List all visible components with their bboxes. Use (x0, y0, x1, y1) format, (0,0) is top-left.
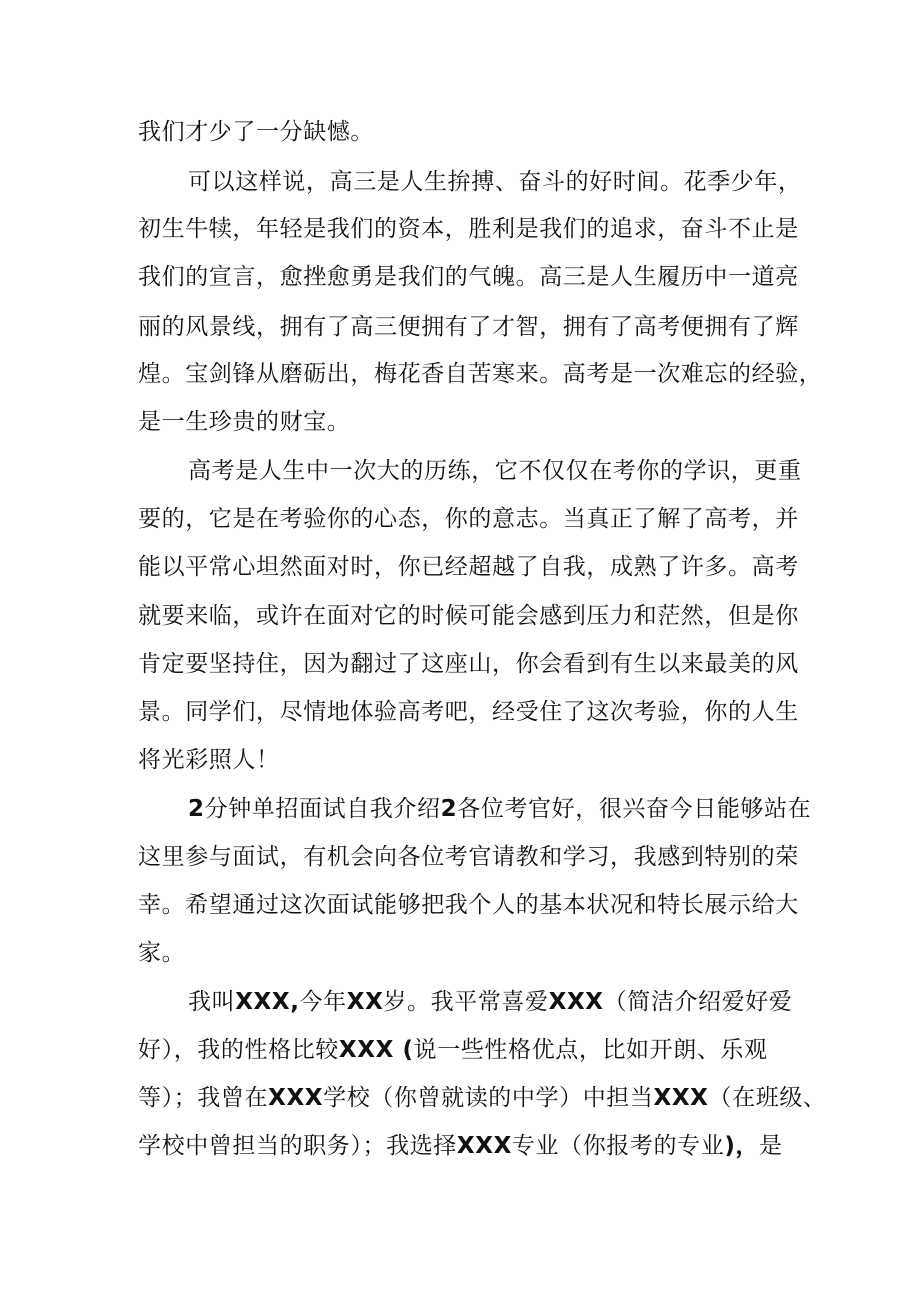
text-run: 说一些性格优点，比如开朗、乐观 (413, 1037, 768, 1063)
text-run: 好），我的性格比较 (138, 1037, 339, 1063)
placeholder-personality: XXX ( (338, 1037, 414, 1063)
text-run: 分钟单招面试自我介绍 (204, 796, 441, 822)
placeholder-position: XXX (653, 1085, 709, 1111)
paragraph-line: 这里参与面试，有机会向各位考官请教和学习，我感到特别的荣 (138, 844, 799, 870)
paragraph-line (138, 1035, 768, 1065)
paragraph-line-heading (188, 794, 811, 824)
paragraph-line: 丽的风景线，拥有了高三便拥有了才智，拥有了高考便拥有了辉 (138, 314, 799, 340)
paragraph-line: 将光彩照人！ (138, 747, 280, 773)
text-run: 是 (759, 1133, 783, 1159)
paragraph-line: 煌。宝剑锋从磨砺出，梅花香自苦寒来。高考是一次难忘的经验， (138, 361, 823, 387)
text-run: 各位考官好，很兴奋今日能够站在 (457, 796, 812, 822)
paragraph-line: 肯定要坚持住，因为翻过了这座山，你会看到有生以来最美的风 (138, 651, 799, 677)
text-run: 岁。我平常喜爱 (383, 989, 549, 1015)
paragraph-line (138, 1083, 827, 1113)
paragraph-line: 可以这样说，高三是人生拚搏、奋斗的好时间。花季少年， (188, 169, 802, 195)
paragraph-line: 幸。希望通过这次面试能够把我个人的基本状况和特长展示给大 (138, 892, 799, 918)
paragraph-line: 我们才少了一分缺憾。 (138, 119, 374, 145)
paragraph-line: 家。 (138, 940, 186, 966)
text-run: 专业（你报考的专业 (511, 1133, 725, 1159)
placeholder-age: XX (346, 989, 384, 1015)
text-run: （简洁介绍爱好爱 (603, 989, 793, 1015)
paragraph-line: 高考是人生中一次大的历练，它不仅仅在考你的学识，更重 (188, 458, 802, 484)
paragraph-line: 就要来临，或许在面对它的时候可能会感到压力和茫然，但是你 (138, 603, 799, 629)
paragraph-line: 我们的宣言，愈挫愈勇是我们的气魄。高三是人生履历中一道亮 (138, 264, 799, 290)
placeholder-major: XXX (456, 1133, 512, 1159)
paragraph-line: 景。同学们，尽情地体验高考吧，经受住了这次考验，你的人生 (138, 699, 799, 725)
bold-number: 2 (188, 796, 205, 822)
placeholder-school: XXX (268, 1085, 324, 1111)
text-run-bold: )， (724, 1133, 760, 1159)
placeholder-hobby: XXX (548, 989, 604, 1015)
paragraph-line: 是一生珍贵的财宝。 (138, 409, 351, 435)
text-run: 今年 (299, 989, 347, 1015)
paragraph-line: 初生牛犊，年轻是我们的资本，胜利是我们的追求，奋斗不止是 (138, 216, 799, 242)
placeholder-name: XXX, (235, 989, 300, 1015)
paragraph-line: 要的，它是在考验你的心态，你的意志。当真正了解了高考，并 (138, 506, 799, 532)
text-run: 我叫 (188, 989, 236, 1015)
text-run: 学校中曾担当的职务）；我选择 (138, 1133, 457, 1159)
text-run: （在班级、 (708, 1085, 827, 1111)
paragraph-line: 能以平常心坦然面对时，你已经超越了自我，成熟了许多。高考 (138, 554, 799, 580)
paragraph-line (188, 987, 792, 1017)
bold-number: 2 (440, 796, 458, 822)
text-run: 等）；我曾在 (138, 1085, 269, 1111)
text-run: 学校（你曾就读的中学）中担当 (323, 1085, 654, 1111)
paragraph-line (138, 1131, 783, 1161)
